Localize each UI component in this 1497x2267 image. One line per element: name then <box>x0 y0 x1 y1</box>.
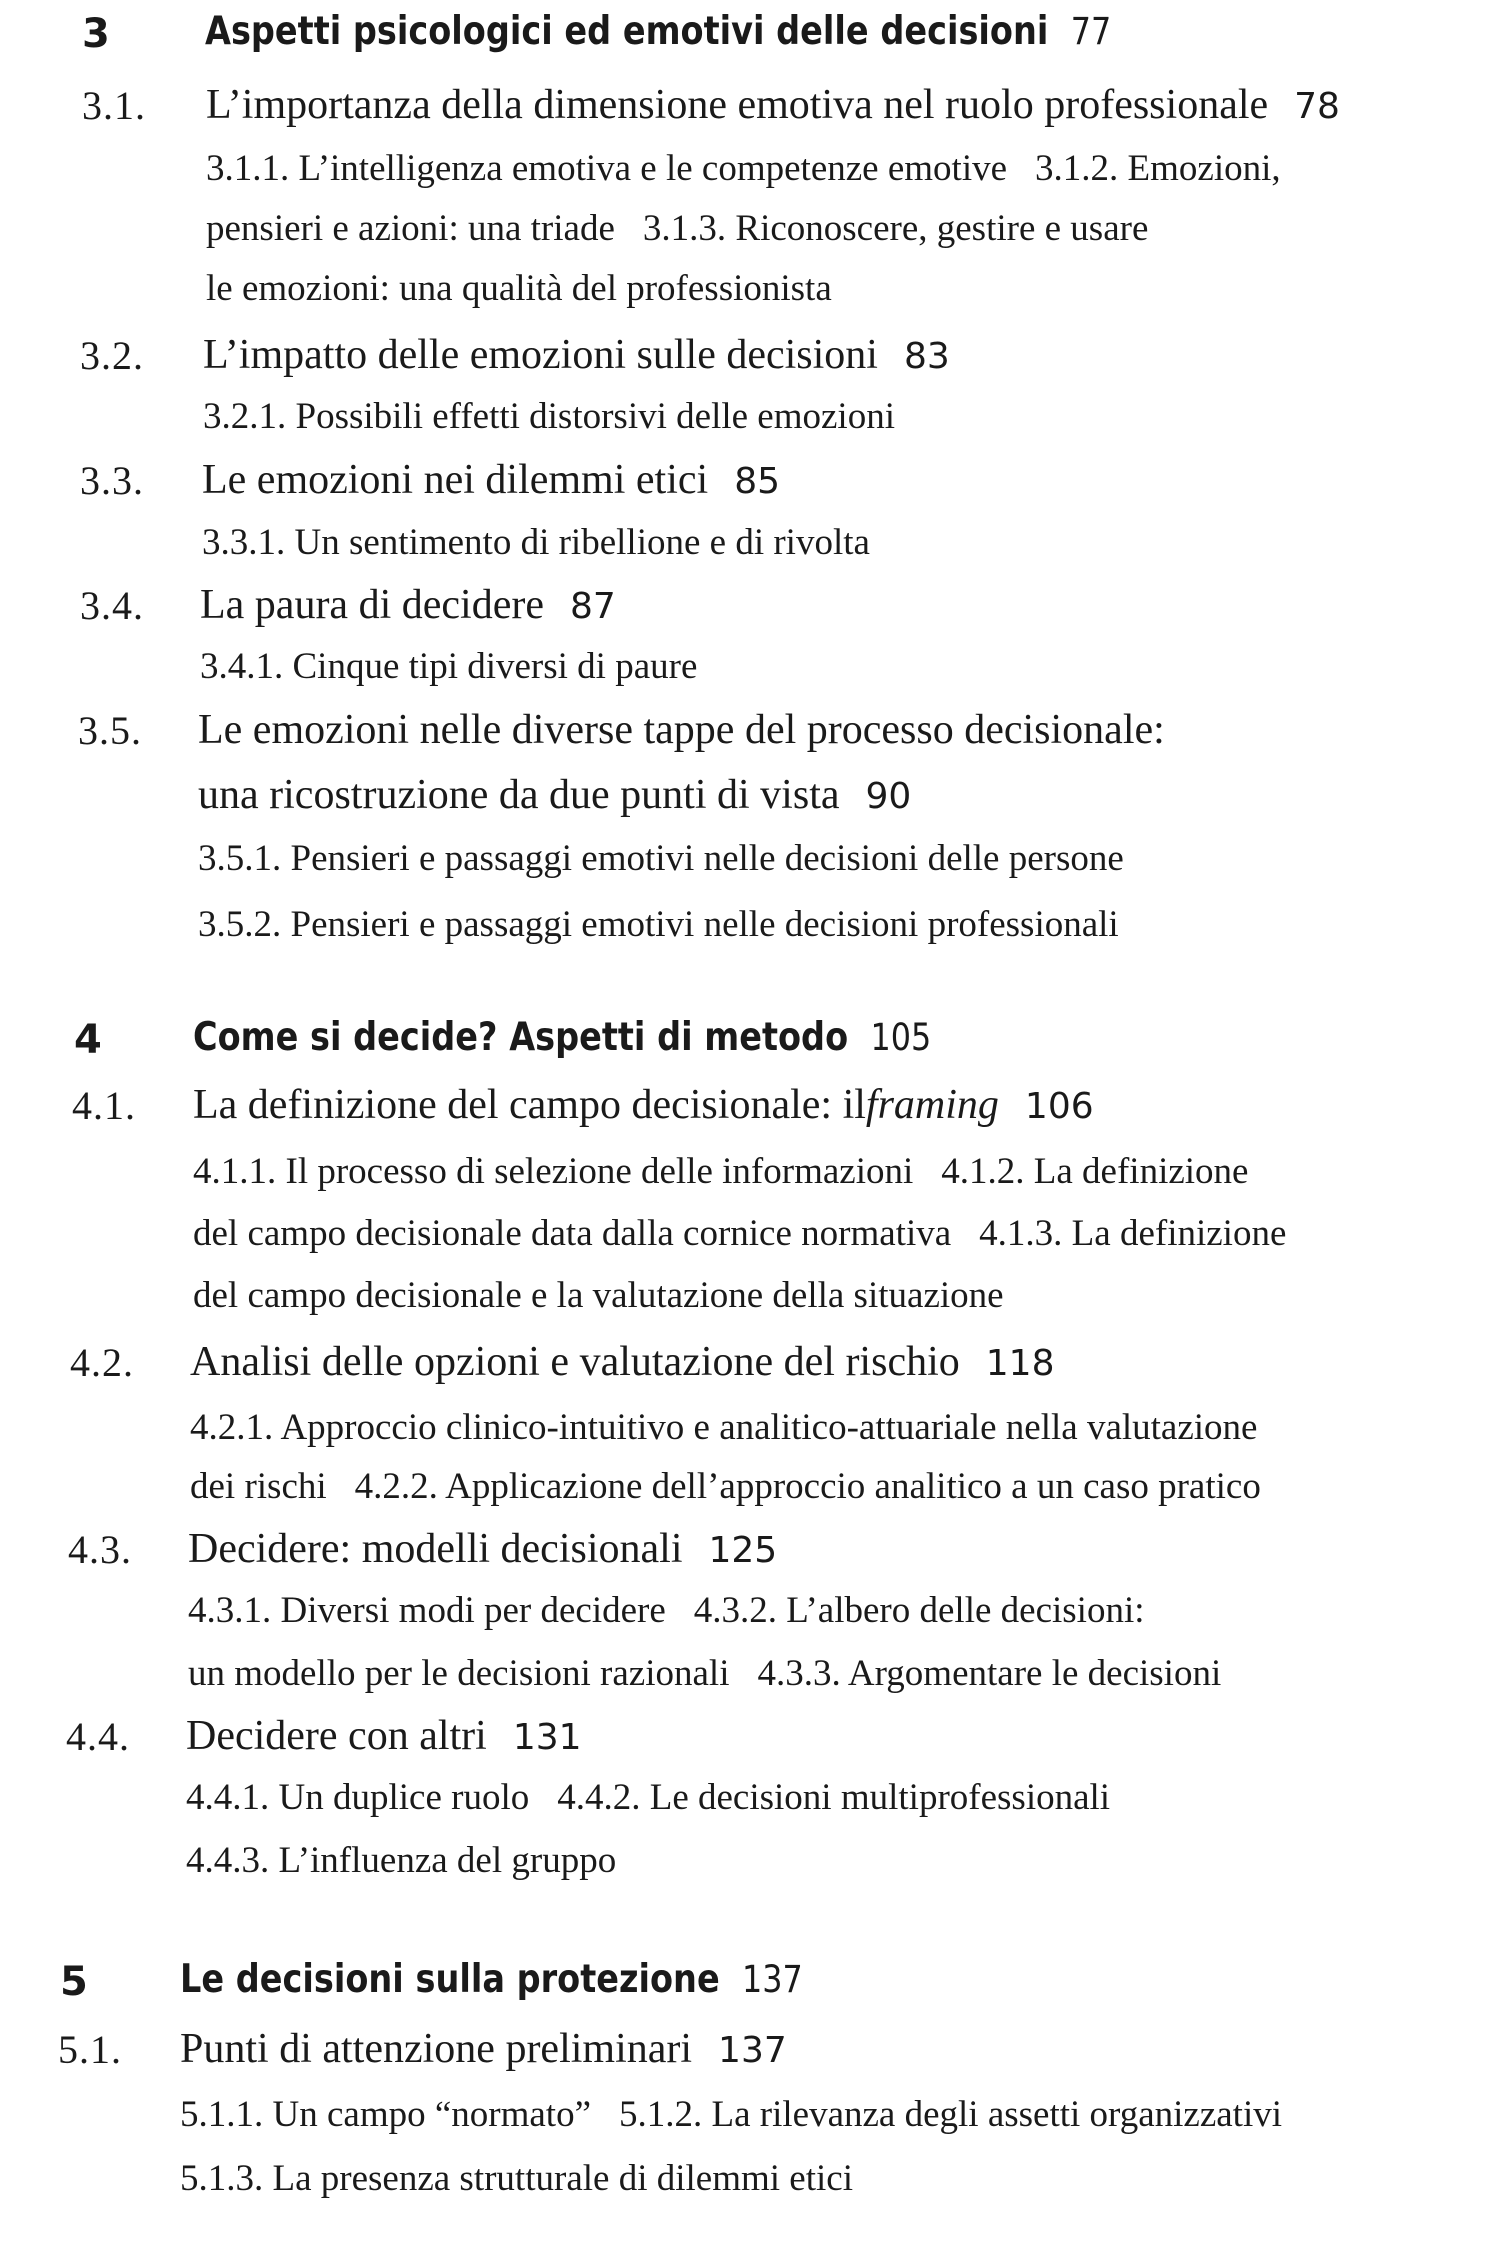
subsection-entry: 4.2.2. Applicazione dell’approccio analitico a un caso pratico <box>354 1466 1261 1507</box>
chapter-number: 3 <box>82 11 110 57</box>
subsection-entry: 4.1.2. La definizione <box>941 1151 1249 1192</box>
section-page: 106 <box>1024 1086 1094 1127</box>
subsection-line <box>190 1409 1257 1446</box>
subsection-entry: 4.3.2. L’albero delle decisioni: <box>693 1590 1145 1631</box>
section-title-text: Decidere con altri <box>186 1713 487 1759</box>
section-title-text: Le emozioni nelle diverse tappe del processo decisionale: <box>198 707 1165 753</box>
subsection-line <box>202 524 870 561</box>
subsection-line <box>188 1592 1145 1629</box>
chapter-title-text: Aspetti psicologici ed emotivi delle decisioni <box>205 9 1049 54</box>
section-title <box>198 709 1165 751</box>
section-title <box>193 1084 1094 1126</box>
section-page: 83 <box>903 336 950 377</box>
subsection-line <box>198 840 1124 877</box>
subsection-entry: 4.1.3. La definizione <box>979 1213 1287 1254</box>
section-number: 4.4. <box>66 1714 130 1759</box>
section-title-text: Le emozioni nei dilemmi etici <box>202 457 709 503</box>
section-number: 3.3. <box>80 458 144 503</box>
chapter-title-text: Come si decide? Aspetti di metodo <box>193 1015 849 1060</box>
chapter-title <box>193 1015 932 1060</box>
subsection-line <box>193 1153 1248 1190</box>
subsection-entry: 3.3.1. Un sentimento di ribellione e di rivolta <box>202 522 870 563</box>
subsection-line <box>190 1468 1261 1505</box>
subsection-entry: 3.1.1. L’intelligenza emotiva e le competenze emotive <box>206 148 1008 189</box>
section-title <box>186 1715 582 1757</box>
chapter-number: 5 <box>60 1959 88 2005</box>
subsection-line <box>186 1779 1110 1816</box>
subsection-line <box>198 906 1119 943</box>
section-title-text: La definizione del campo decisionale: il <box>193 1082 866 1128</box>
section-number: 4.3. <box>68 1527 132 1572</box>
subsection-entry: 5.1.2. La rilevanza degli assetti organizzativi <box>619 2094 1283 2135</box>
subsection-line <box>203 398 895 435</box>
section-page: 85 <box>734 461 780 502</box>
subsection-line <box>193 1277 1004 1314</box>
subsection-line <box>180 2096 1282 2133</box>
subsection-entry: 3.5.1. Pensieri e passaggi emotivi nelle decisioni delle persone <box>198 838 1124 879</box>
subsection-entry: 4.3.1. Diversi modi per decidere <box>188 1590 666 1631</box>
subsection-entry: dei rischi <box>190 1466 327 1507</box>
subsection-entry: 5.1.1. Un campo “normato” <box>180 2094 591 2135</box>
subsection-entry: 3.4.1. Cinque tipi diversi di paure <box>200 646 698 687</box>
subsection-entry: 4.3.3. Argomentare le decisioni <box>757 1653 1222 1694</box>
section-number: 4.2. <box>70 1340 134 1385</box>
subsection-entry: 4.1.1. Il processo di selezione delle informazioni <box>193 1151 914 1192</box>
subsection-entry: 3.5.2. Pensieri e passaggi emotivi nelle decisioni professionali <box>198 904 1119 945</box>
section-title-text: una ricostruzione da due punti di vista <box>198 772 840 818</box>
subsection-line <box>200 648 697 685</box>
subsection-entry: un modello per le decisioni razionali <box>188 1653 730 1694</box>
subsection-entry: del campo decisionale e la valutazione della situazione <box>193 1275 1004 1316</box>
subsection-line <box>206 150 1281 187</box>
chapter-title-text: Le decisioni sulla protezione <box>180 1957 720 2002</box>
subsection-entry: 4.4.2. Le decisioni multiprofessionali <box>557 1777 1111 1818</box>
section-title-text: Decidere: modelli decisionali <box>188 1526 683 1572</box>
subsection-entry: 3.1.3. Riconoscere, gestire e usare <box>642 208 1149 249</box>
section-page: 87 <box>569 586 616 627</box>
section-number: 3.2. <box>80 333 144 378</box>
subsection-entry: 3.1.2. Emozioni, <box>1035 148 1281 189</box>
subsection-entry: 4.2.1. Approccio clinico-intuitivo e analitico-attuariale nella valutazione <box>190 1407 1258 1448</box>
section-title-text: Punti di attenzione preliminari <box>180 2026 693 2072</box>
subsection-line <box>206 270 832 307</box>
subsection-entry: 3.2.1. Possibili effetti distorsivi delle emozioni <box>203 396 895 437</box>
section-title-italic: framing <box>865 1082 999 1128</box>
subsection-line <box>188 1655 1221 1692</box>
chapter-page: 137 <box>742 1958 803 2001</box>
section-title <box>190 1341 1054 1383</box>
subsection-entry: 4.4.1. Un duplice ruolo <box>186 1777 530 1818</box>
section-title-text: Analisi delle opzioni e valutazione del rischio <box>190 1339 960 1385</box>
subsection-line <box>180 2160 853 2197</box>
subsection-line <box>206 210 1148 247</box>
section-title-text: La paura di decidere <box>200 582 544 628</box>
section-title <box>188 1528 777 1570</box>
chapter-number: 4 <box>74 1017 102 1063</box>
section-title <box>200 584 616 626</box>
section-page: 90 <box>865 776 912 817</box>
subsection-line <box>193 1215 1286 1252</box>
section-number: 4.1. <box>72 1083 136 1128</box>
section-page: 78 <box>1294 86 1340 127</box>
section-page: 131 <box>512 1717 582 1758</box>
subsection-entry: 4.4.3. L’influenza del gruppo <box>186 1840 617 1881</box>
section-page: 125 <box>708 1530 778 1571</box>
subsection-entry: pensieri e azioni: una triade <box>206 208 615 249</box>
section-number: 3.1. <box>82 83 146 128</box>
chapter-page: 105 <box>870 1016 932 1059</box>
subsection-entry: 5.1.3. La presenza strutturale di dilemmi etici <box>180 2158 853 2199</box>
section-number: 5.1. <box>58 2027 122 2072</box>
chapter-title <box>180 1957 803 2002</box>
section-title <box>206 84 1340 126</box>
section-page: 118 <box>985 1343 1055 1384</box>
section-title <box>180 2028 787 2070</box>
section-page: 137 <box>718 2030 787 2071</box>
section-number: 3.5. <box>78 708 142 753</box>
section-title <box>203 334 950 376</box>
section-title-text: L’importanza della dimensione emotiva nel ruolo professionale <box>206 82 1269 128</box>
subsection-line <box>186 1842 616 1879</box>
subsection-entry: le emozioni: una qualità del professionista <box>206 268 832 309</box>
section-title-text: L’impatto delle emozioni sulle decisioni <box>203 332 878 378</box>
section-title-continued <box>198 774 911 816</box>
subsection-entry: del campo decisionale data dalla cornice normativa <box>193 1213 952 1254</box>
chapter-page: 77 <box>1070 10 1112 53</box>
section-number: 3.4. <box>80 583 144 628</box>
section-title <box>202 459 780 501</box>
chapter-title <box>205 9 1112 54</box>
